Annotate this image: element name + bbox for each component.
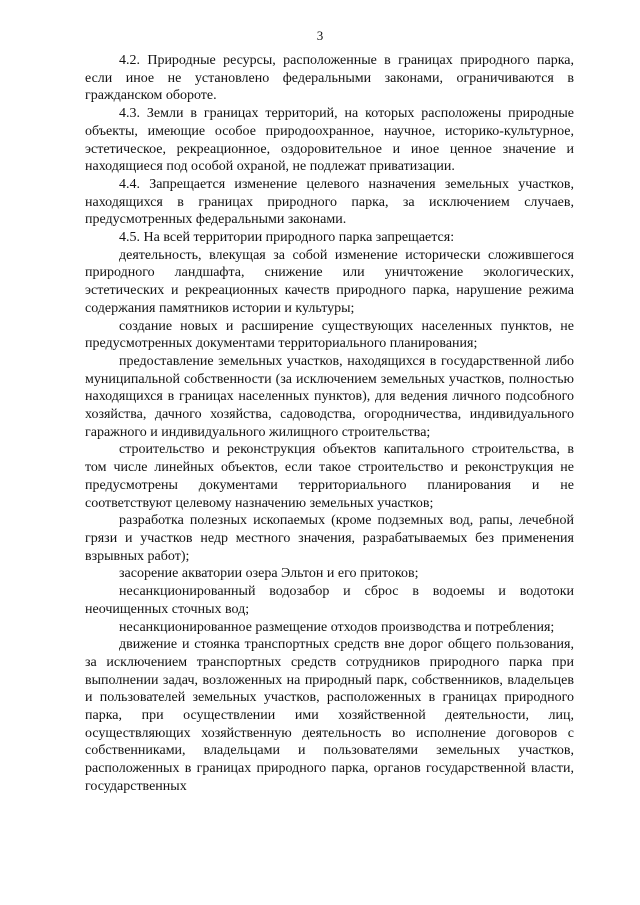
list-item-construction: строительство и реконструкция объектов капитального строительства, в том числе линейных объектов, если такое строительство и реконструкция не предусмотрены документами территориального планирования и не соответствуют целевому назначению земельных участков; xyxy=(85,442,574,511)
list-item-new-settlements: создание новых и расширение существующих населенных пунктов, не предусмотренных документами территориального планирования; xyxy=(85,318,574,352)
list-item-waste-disposal: несанкционированное размещение отходов производства и потребления; xyxy=(119,619,555,635)
list-item-lake-pollution: засорение акватории озера Эльтон и его притоков; xyxy=(119,566,419,582)
list-item-mining: разработка полезных ископаемых (кроме подземных вод, рапы, лечебной грязи и участков недр местного значения, разрабатываемых без применения взрывных работ); xyxy=(85,513,574,564)
paragraph-4-3: 4.3. Земли в границах территорий, на которых расположены природные объекты, имеющие особое природоохранное, научное, историко-культурное, эстетическое, рекреационное, оздоровительное и иное ценное значение и находящиеся под особой охраной, не подлежат приватизации. xyxy=(85,106,574,175)
paragraph-4-5-intro: 4.5. На всей территории природного парка запрещается: xyxy=(119,230,455,246)
list-item-landscape-change: деятельность, влекущая за собой изменение исторически сложившегося природного ландшафта, снижение или уничтожение экологических, эстетических и рекреационных качеств природного парка, нарушение режима содержания памятников истории и культуры; xyxy=(85,247,574,316)
list-item-land-allocation: предоставление земельных участков, находящихся в государственной либо муниципальной собственности (за исключением земельных участков, полностью находящихся в границах населенных пунктов), для ведения личного подсобного хозяйства, дачного хозяйства, садоводства, огородничества, индивидуального гаражного и индивидуального жилищного строительства; xyxy=(85,353,574,440)
paragraph-4-4: 4.4. Запрещается изменение целевого назначения земельных участков, находящихся в границах природного парка, за исключением случаев, предусмотренных федеральными законами. xyxy=(85,176,574,228)
page-number: 3 xyxy=(316,28,324,43)
list-item-vehicle-movement: движение и стоянка транспортных средств вне дорог общего пользования, за исключением транспортных средств сотрудников природного парка при выполнении задач, возложенных на природный парк, собственников, владельцев и пользователей земельных участков, расположенных в границах природного парка, при осуществлении ими хозяйственной деятельности, лиц, осуществляющих хозяйственную деятельность во исполнение договоров с собственниками, владельцами и пользователями земельных участков, расположенных в границах природного парка, органов государственной власти, государственных xyxy=(85,637,574,794)
document-body xyxy=(85,52,574,796)
paragraph-4-2: 4.2. Природные ресурсы, расположенные в границах природного парка, если иное не установлено федеральными законами, ограничиваются в гражданском обороте. xyxy=(85,53,574,104)
list-item-water-discharge: несанкционированный водозабор и сброс в водоемы и водотоки неочищенных сточных вод; xyxy=(85,584,574,617)
